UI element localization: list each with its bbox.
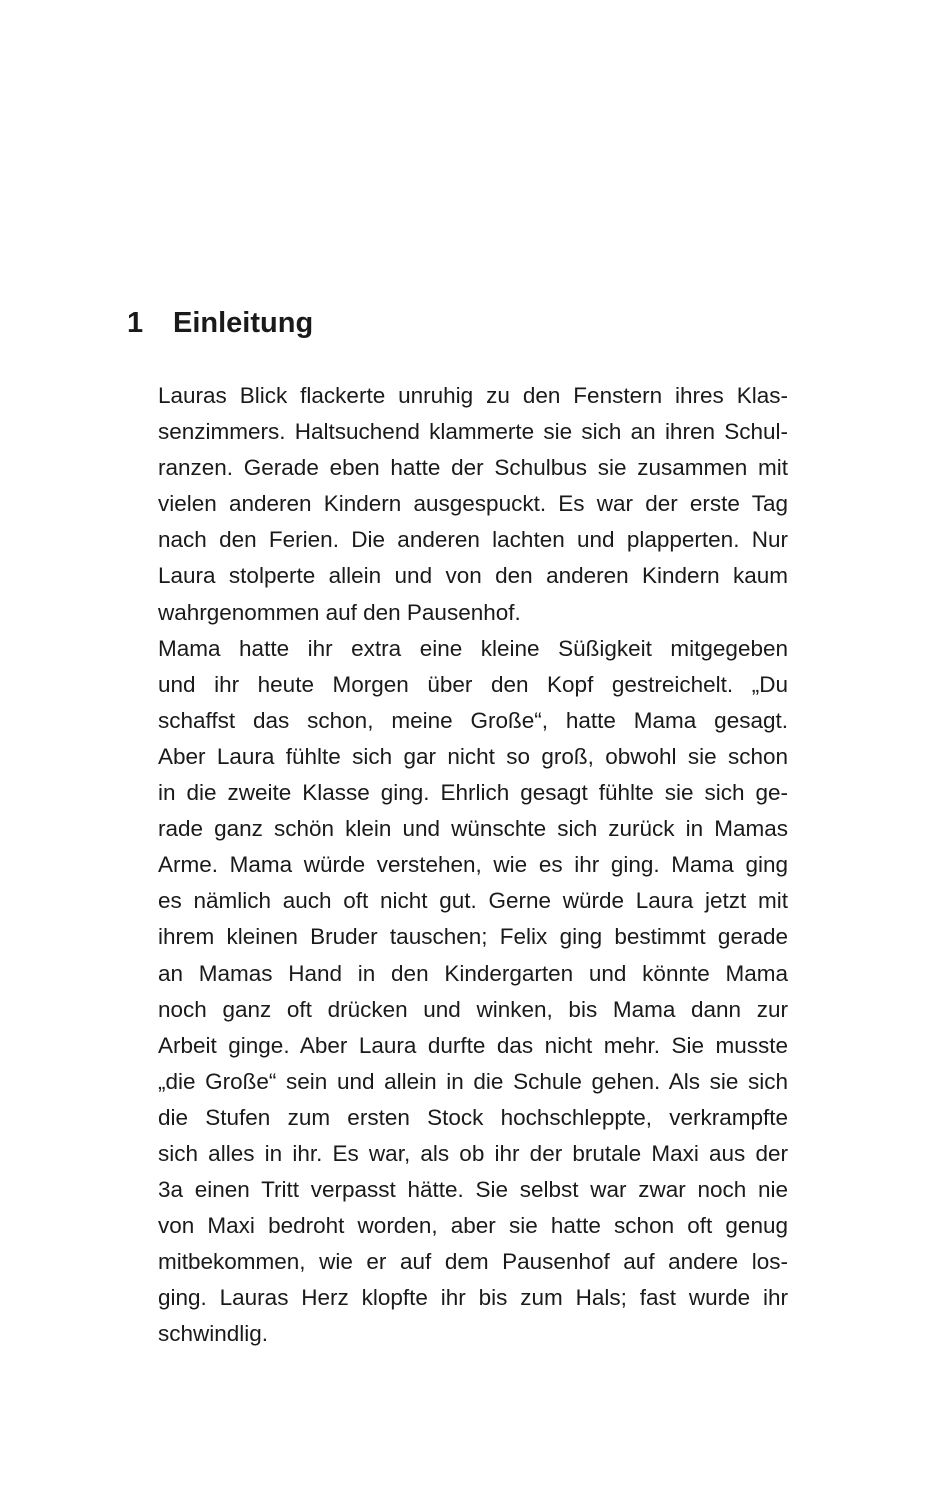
text-line: in die zweite Klasse ging. Ehrlich gesagt fühlte sie sich ge- [158,780,788,806]
text-line: Arbeit ginge. Aber Laura durfte das nicht mehr. Sie musste [158,1032,788,1058]
text-line: von Maxi bedroht worden, aber sie hatte schon oft genug [158,1213,788,1239]
text-line: es nämlich auch oft nicht gut. Gerne würde Laura jetzt mit [158,888,788,914]
chapter-title: Einleitung [173,307,314,339]
paragraph-2 [158,631,788,1353]
text-line: 3a einen Tritt verpasst hätte. Sie selbst war zwar noch nie [158,1177,788,1203]
text-line: schaffst das schon, meine Große“, hatte Mama gesagt. [158,707,788,733]
text-line: „die Große“ sein und allein in die Schule gehen. Als sie sich [158,1068,788,1094]
text-line: die Stufen zum ersten Stock hochschleppte, verkrampfte [158,1104,788,1130]
text-line: rade ganz schön klein und wünschte sich zurück in Mamas [158,816,788,842]
text-line: Arme. Mama würde verstehen, wie es ihr ging. Mama ging [158,852,788,878]
text-line: sich alles in ihr. Es war, als ob ihr der brutale Maxi aus der [158,1140,788,1166]
text-line: senzimmers. Haltsuchend klammerte sie sich an ihren Schul- [158,419,788,445]
chapter-heading [127,300,313,346]
text-line: Laura stolperte allein und von den anderen Kindern kaum [158,563,788,589]
text-line: schwindlig. [158,1321,269,1347]
text-line: und ihr heute Morgen über den Kopf gestreichelt. „Du [158,671,788,697]
chapter-number: 1 [127,307,144,339]
text-line: mitbekommen, wie er auf dem Pausenhof auf andere los- [158,1249,788,1275]
text-line: Lauras Blick flackerte unruhig zu den Fenstern ihres Klas- [158,383,788,408]
text-line: vielen anderen Kindern ausgespuckt. Es war der erste Tag [158,491,788,517]
text-line: ging. Lauras Herz klopfte ihr bis zum Hals; fast wurde ihr [158,1285,788,1311]
body-text [158,378,788,1353]
text-line: nach den Ferien. Die anderen lachten und plapperten. Nur [158,527,788,553]
text-line: ranzen. Gerade eben hatte der Schulbus sie zusammen mit [158,455,788,481]
text-line: Mama hatte ihr extra eine kleine Süßigkeit mitgegeben [158,635,788,661]
text-line: wahrgenommen auf den Pausenhof. [158,599,521,625]
text-line: noch ganz oft drücken und winken, bis Mama dann zur [158,996,788,1022]
paragraph-1 [158,378,788,631]
text-line: Aber Laura fühlte sich gar nicht so groß, obwohl sie schon [158,743,788,769]
text-line: ihrem kleinen Bruder tauschen; Felix ging bestimmt gerade [158,924,788,950]
text-line: an Mamas Hand in den Kindergarten und könnte Mama [158,960,788,986]
